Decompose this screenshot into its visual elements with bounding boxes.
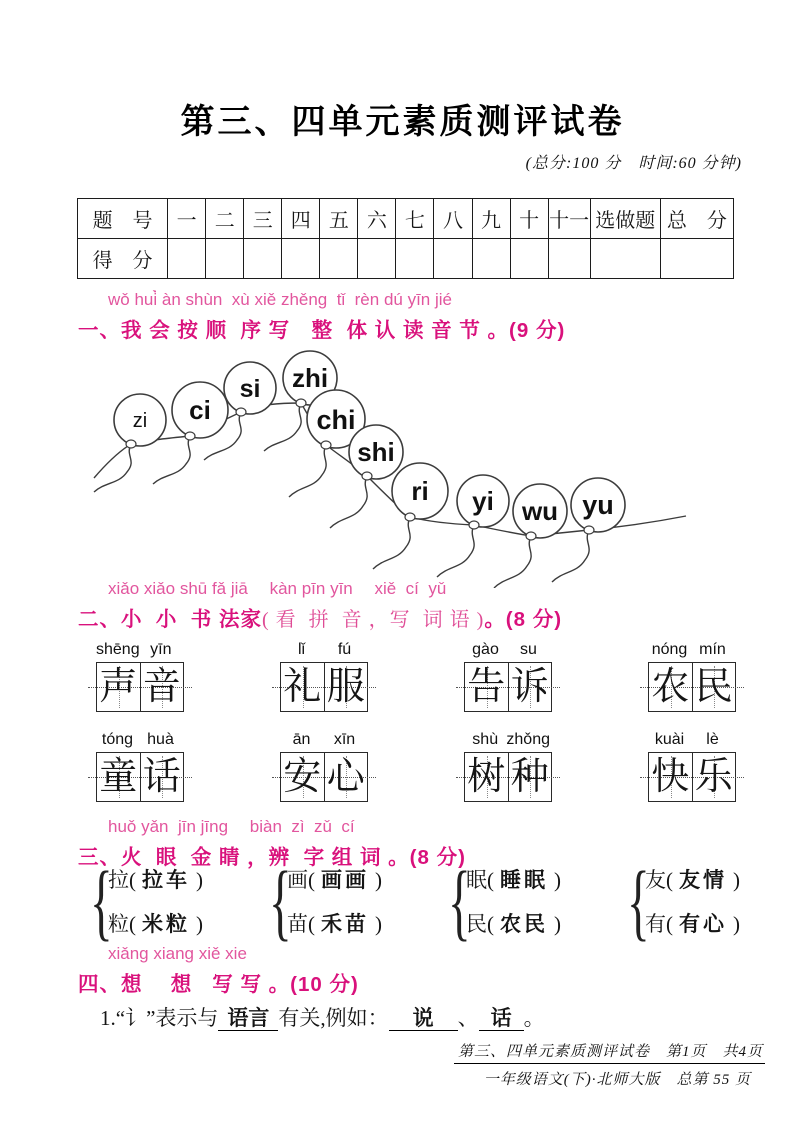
pinyin-syllable: su (520, 641, 537, 658)
col-7: 七 (396, 199, 434, 239)
balloon-string (373, 517, 410, 569)
writing-grid (464, 662, 552, 712)
balloon-knot (362, 472, 372, 480)
section-2-heading-main: 二、小 小 书 法家 (78, 608, 262, 631)
written-char: 乐 (694, 756, 733, 798)
pinyin-syllable: tóng (101, 731, 134, 748)
paren: ( (487, 912, 494, 936)
pinyin-syllable: shù (472, 731, 499, 748)
paren: ) (733, 868, 740, 892)
balloon-knot (321, 441, 331, 449)
score-label: 得 分 (78, 239, 168, 279)
answer-word: 拉车 (142, 869, 190, 892)
written-char: 礼 (281, 663, 325, 711)
section-4-heading-block (78, 944, 359, 997)
score-table (77, 198, 734, 279)
balloon-shi (349, 425, 403, 479)
question-1-suffix: 。 (523, 1006, 545, 1030)
score-time-note: (总分:100 分 时间:60 分钟) (525, 155, 742, 172)
paren: ( (487, 868, 494, 892)
section-2-heading-block (78, 574, 562, 632)
page-title: 第三、四单元素质测评试卷 (180, 104, 625, 141)
col-2: 二 (206, 199, 244, 239)
paren: ( (129, 912, 136, 936)
footer-edition-info: 一年级语文(下)·北师大版 总第 55 页 (483, 1072, 751, 1088)
balloon-ri (392, 463, 448, 519)
question-1-prefix: 1.“讠”表示与 (100, 1006, 219, 1030)
paren: ( (308, 912, 315, 936)
answer-word: 画画 (321, 869, 369, 892)
pinyin-syllable: mín (699, 641, 726, 658)
score-cell (168, 239, 206, 279)
answer-word: 睡眠 (500, 869, 548, 892)
pinyin-syllable: gào (472, 641, 499, 658)
svg-text:ci: ci (189, 395, 211, 425)
col-3: 三 (244, 199, 282, 239)
paren: ) (375, 912, 382, 936)
balloon-knot (236, 408, 246, 416)
written-char: 音 (142, 666, 181, 708)
base-char: 有 (645, 912, 666, 936)
balloon-ci (172, 382, 228, 438)
balloon-zi (114, 394, 166, 446)
syllable-balloons-figure (90, 348, 690, 588)
pair-line (466, 908, 561, 938)
base-char: 画 (287, 868, 308, 892)
col-6: 六 (358, 199, 396, 239)
balloon-knot (296, 399, 306, 407)
word-pair-group-2: { 画( 画画 ) 苗( 禾苗 ) (269, 853, 382, 949)
base-char: 友 (645, 868, 666, 892)
paren: ) (554, 912, 561, 936)
balloon-si (224, 362, 276, 414)
section-2-pinyin: xiǎo xiǎo shū fǎ jiā kàn pīn yīn xiě cí yǔ (108, 579, 447, 598)
word-item-tonghua (96, 731, 182, 802)
score-cell (510, 239, 548, 279)
paren: ) (554, 868, 561, 892)
paren: ( (666, 868, 673, 892)
balloon-string (264, 403, 301, 451)
page-footer (454, 1040, 765, 1089)
svg-text:ri: ri (411, 476, 429, 506)
balloon-string (437, 525, 474, 577)
col-5: 五 (320, 199, 358, 239)
word-item-shuzhong (464, 731, 550, 802)
balloon-knot (526, 532, 536, 540)
pair-line (108, 864, 203, 894)
writing-grid (648, 752, 736, 802)
answer-blank-shuo: 说 (389, 1007, 458, 1031)
paren: ( (308, 868, 315, 892)
answer-word: 农民 (500, 913, 548, 936)
section-3-heading: 三、火 眼 金 睛 ，辨 字 组 词 。(8 分) (78, 846, 466, 869)
written-char: 声 (97, 663, 141, 711)
writing-grid (280, 662, 368, 712)
score-cell (244, 239, 282, 279)
pinyin-syllable: shēng (96, 641, 140, 658)
pinyin-syllable: huà (147, 731, 174, 748)
pinyin-syllable: xīn (333, 731, 356, 748)
base-char: 拉 (108, 868, 129, 892)
col-9: 九 (472, 199, 510, 239)
writing-grid (280, 752, 368, 802)
balloon-string (330, 476, 367, 528)
question-1-mid: 有关,例如： (278, 1006, 389, 1030)
section-1-pinyin: wǒ hui̇̀ àn shùn xù xiě zhěng tǐ rèn dú yīn jié (108, 290, 452, 309)
word-item-shengyin (96, 641, 182, 712)
answer-word: 米粒 (142, 913, 190, 936)
pair-line (287, 864, 382, 894)
pair-line (645, 864, 740, 894)
svg-text:si: si (239, 375, 261, 403)
written-char: 种 (510, 756, 549, 798)
col-total: 总 分 (660, 199, 733, 239)
written-char: 诉 (510, 666, 549, 708)
footer-page-info: 第三、四单元素质测评试卷 第1页 共4页 (454, 1040, 765, 1064)
score-cell (660, 239, 733, 279)
section-4-heading: 四、想 想 写 写 。(10 分) (78, 973, 359, 996)
answer-blank-hua: 话 (479, 1007, 524, 1031)
pinyin-syllable: ān (292, 731, 311, 748)
pinyin-syllable: fú (337, 641, 352, 658)
balloon-string (153, 436, 190, 484)
col-8: 八 (434, 199, 472, 239)
svg-text:yi: yi (472, 486, 494, 516)
section-2-heading-score: 。(8 分) (484, 608, 563, 631)
answer-word: 禾苗 (321, 913, 369, 936)
pinyin-syllable: lè (706, 731, 719, 748)
section-1-heading: 一、我 会 按 顺 序 写 整 体 认 读 音 节 。(9 分) (78, 319, 566, 342)
paren: ( (129, 868, 136, 892)
writing-grid (96, 752, 184, 802)
paren: ( (666, 912, 673, 936)
word-pair-group-4: { 友( 友情 ) 有( 有心 ) (627, 853, 740, 949)
written-char: 心 (326, 756, 365, 798)
written-char: 告 (465, 663, 509, 711)
score-cell (548, 239, 590, 279)
score-row (78, 239, 734, 279)
answer-blank-yuyan: 语言 (218, 1007, 278, 1031)
pinyin-syllable: yīn (150, 641, 172, 658)
section-1-heading-block (78, 290, 565, 343)
paren: ) (196, 868, 203, 892)
balloon-string (94, 444, 131, 492)
answer-word: 有心 (679, 913, 727, 936)
balloon-wu (513, 484, 567, 538)
pinyin-syllable: kuài (654, 731, 685, 748)
balloon-knot (126, 440, 136, 448)
col-4: 四 (282, 199, 320, 239)
paren: ) (733, 912, 740, 936)
word-item-anxin (280, 731, 366, 802)
written-char: 树 (465, 753, 509, 801)
written-char: 农 (649, 663, 693, 711)
svg-text:zi: zi (132, 410, 148, 432)
score-cell (472, 239, 510, 279)
base-char: 眠 (466, 868, 487, 892)
balloon-knot (185, 432, 195, 440)
word-item-gaosu (464, 641, 550, 712)
answer-word: 友情 (679, 869, 727, 892)
base-char: 粒 (108, 912, 129, 936)
score-cell (206, 239, 244, 279)
pair-line (466, 864, 561, 894)
balloons-svg (90, 348, 690, 588)
word-item-kuaile (648, 731, 734, 802)
balloon-string (289, 445, 326, 497)
paren: ) (196, 912, 203, 936)
col-11: 十一 (548, 199, 590, 239)
section-2-heading (78, 602, 562, 632)
col-1: 一 (168, 199, 206, 239)
word-item-lifu (280, 641, 366, 712)
question-number-row (78, 199, 734, 239)
col-10: 十 (510, 199, 548, 239)
col-optional: 选做题 (590, 199, 660, 239)
balloon-yi (457, 475, 509, 527)
question-1-separator: 、 (457, 1006, 479, 1030)
pinyin-syllable: lǐ (297, 641, 306, 658)
writing-grid (96, 662, 184, 712)
svg-text:shi: shi (357, 437, 395, 467)
word-pair-group-1: { 拉( 拉车 ) 粒( 米粒 ) (90, 853, 203, 949)
svg-text:chi: chi (316, 405, 356, 435)
word-item-nongmin (648, 641, 734, 712)
score-cell (590, 239, 660, 279)
write-words-row-2 (96, 731, 734, 802)
base-char: 苗 (287, 912, 308, 936)
paren: ) (375, 868, 382, 892)
pinyin-syllable: nóng (651, 641, 688, 658)
written-char: 童 (97, 753, 141, 801)
written-char: 民 (694, 666, 733, 708)
score-cell (358, 239, 396, 279)
score-cell (434, 239, 472, 279)
svg-text:yu: yu (582, 490, 614, 520)
section-3-pinyin: huǒ yǎn jīn jīng biàn zì zǔ cí (108, 817, 355, 836)
written-char: 服 (326, 666, 365, 708)
score-cell (282, 239, 320, 279)
pinyin-syllable: zhǒng (506, 731, 550, 748)
section-2-heading-paren: ( 看 拼 音 ，写 词 语 ) (261, 609, 485, 631)
balloon-knot (584, 526, 594, 534)
question-1-line (100, 1002, 545, 1032)
balloon-yu (571, 478, 625, 532)
written-char: 话 (142, 756, 181, 798)
written-char: 安 (281, 753, 325, 801)
balloon-knot (405, 513, 415, 521)
section-4-pinyin: xiǎng xiang xiě xie (108, 944, 247, 963)
writing-grid (464, 752, 552, 802)
written-char: 快 (649, 753, 693, 801)
write-words-row-1 (96, 641, 734, 712)
word-pair-group-3: { 眠( 睡眠 ) 民( 农民 ) (448, 853, 561, 949)
svg-text:zhi: zhi (291, 363, 329, 393)
score-cell (396, 239, 434, 279)
base-char: 民 (466, 912, 487, 936)
balloon-knot (469, 521, 479, 529)
pair-line (287, 908, 382, 938)
svg-text:wu: wu (521, 496, 559, 526)
writing-grid (648, 662, 736, 712)
pair-line (108, 908, 203, 938)
score-cell (320, 239, 358, 279)
question-number-label: 题 号 (78, 199, 168, 239)
pair-line (645, 908, 740, 938)
